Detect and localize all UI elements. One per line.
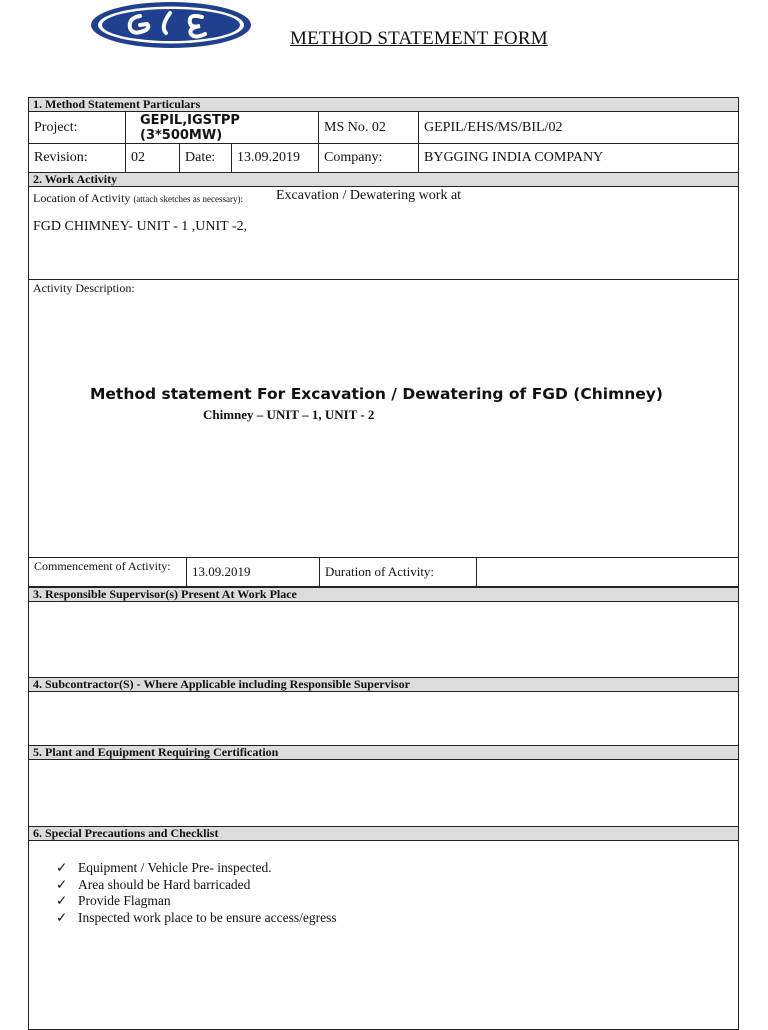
check-mark-icon: ✓ — [56, 909, 68, 925]
activity-description-box — [28, 279, 739, 558]
checklist-item-text: Inspected work place to be ensure access/egress — [78, 909, 337, 925]
ms-no-value: GEPIL/EHS/MS/BIL/02 — [418, 111, 739, 144]
duration-value — [476, 557, 739, 587]
responsible-supervisor-box — [28, 601, 739, 678]
activity-description-label: Activity Description: — [33, 281, 135, 295]
checklist-item-text: Provide Flagman — [78, 893, 171, 908]
section-1-heading: 1. Method Statement Particulars — [28, 97, 739, 112]
checklist-item — [56, 877, 337, 894]
section-4-heading: 4. Subcontractor(S) - Where Applicable including Responsible Supervisor — [28, 677, 739, 692]
project-value: GEPIL,IGSTPP (3*500MW) — [125, 111, 319, 144]
section-2-heading: 2. Work Activity — [28, 172, 739, 187]
check-mark-icon: ✓ — [56, 860, 68, 875]
company-value: BYGGING INDIA COMPANY — [418, 143, 739, 173]
revision-value: 02 — [125, 143, 180, 173]
location-note: (attach sketches as necessary): — [133, 194, 244, 204]
section-6-heading: 6. Special Precautions and Checklist — [28, 826, 739, 841]
project-label: Project: — [28, 111, 126, 144]
checklist-item-text: Equipment / Vehicle Pre- inspected. — [78, 860, 272, 875]
section-5-heading: 5. Plant and Equipment Requiring Certification — [28, 745, 739, 760]
location-value-line2: FGD CHIMNEY- UNIT - 1 ,UNIT -2, — [33, 219, 248, 234]
checklist-item — [56, 910, 337, 927]
form-title: METHOD STATEMENT FORM — [290, 28, 548, 49]
checklist-item — [56, 860, 337, 877]
activity-description-subtitle: Chimney – UNIT – 1, UNIT - 2 — [203, 407, 375, 422]
ge-logo-icon — [90, 1, 252, 49]
duration-label: Duration of Activity: — [319, 557, 477, 587]
checklist-item-text: Area should be Hard barricaded — [78, 876, 251, 892]
revision-label: Revision: — [28, 143, 126, 173]
location-label: Location of Activity — [33, 191, 131, 205]
location-value-line1: Excavation / Dewatering work at — [276, 188, 462, 203]
section-3-heading: 3. Responsible Supervisor(s) Present At Work Place — [28, 587, 739, 602]
commencement-label: Commencement of Activity: — [28, 557, 187, 587]
location-label-row — [33, 191, 243, 206]
date-value: 13.09.2019 — [231, 143, 319, 173]
subcontractor-box — [28, 691, 739, 746]
check-mark-icon: ✓ — [56, 893, 68, 908]
checklist-item — [56, 893, 337, 910]
plant-equipment-box — [28, 759, 739, 827]
ms-no-label: MS No. 02 — [318, 111, 419, 144]
activity-description-title: Method statement For Excavation / Dewatering of FGD (Chimney) — [90, 385, 663, 403]
date-label: Date: — [179, 143, 232, 173]
company-label: Company: — [318, 143, 419, 173]
check-mark-icon: ✓ — [56, 876, 68, 892]
commencement-value: 13.09.2019 — [186, 557, 320, 587]
precautions-checklist — [56, 860, 337, 926]
